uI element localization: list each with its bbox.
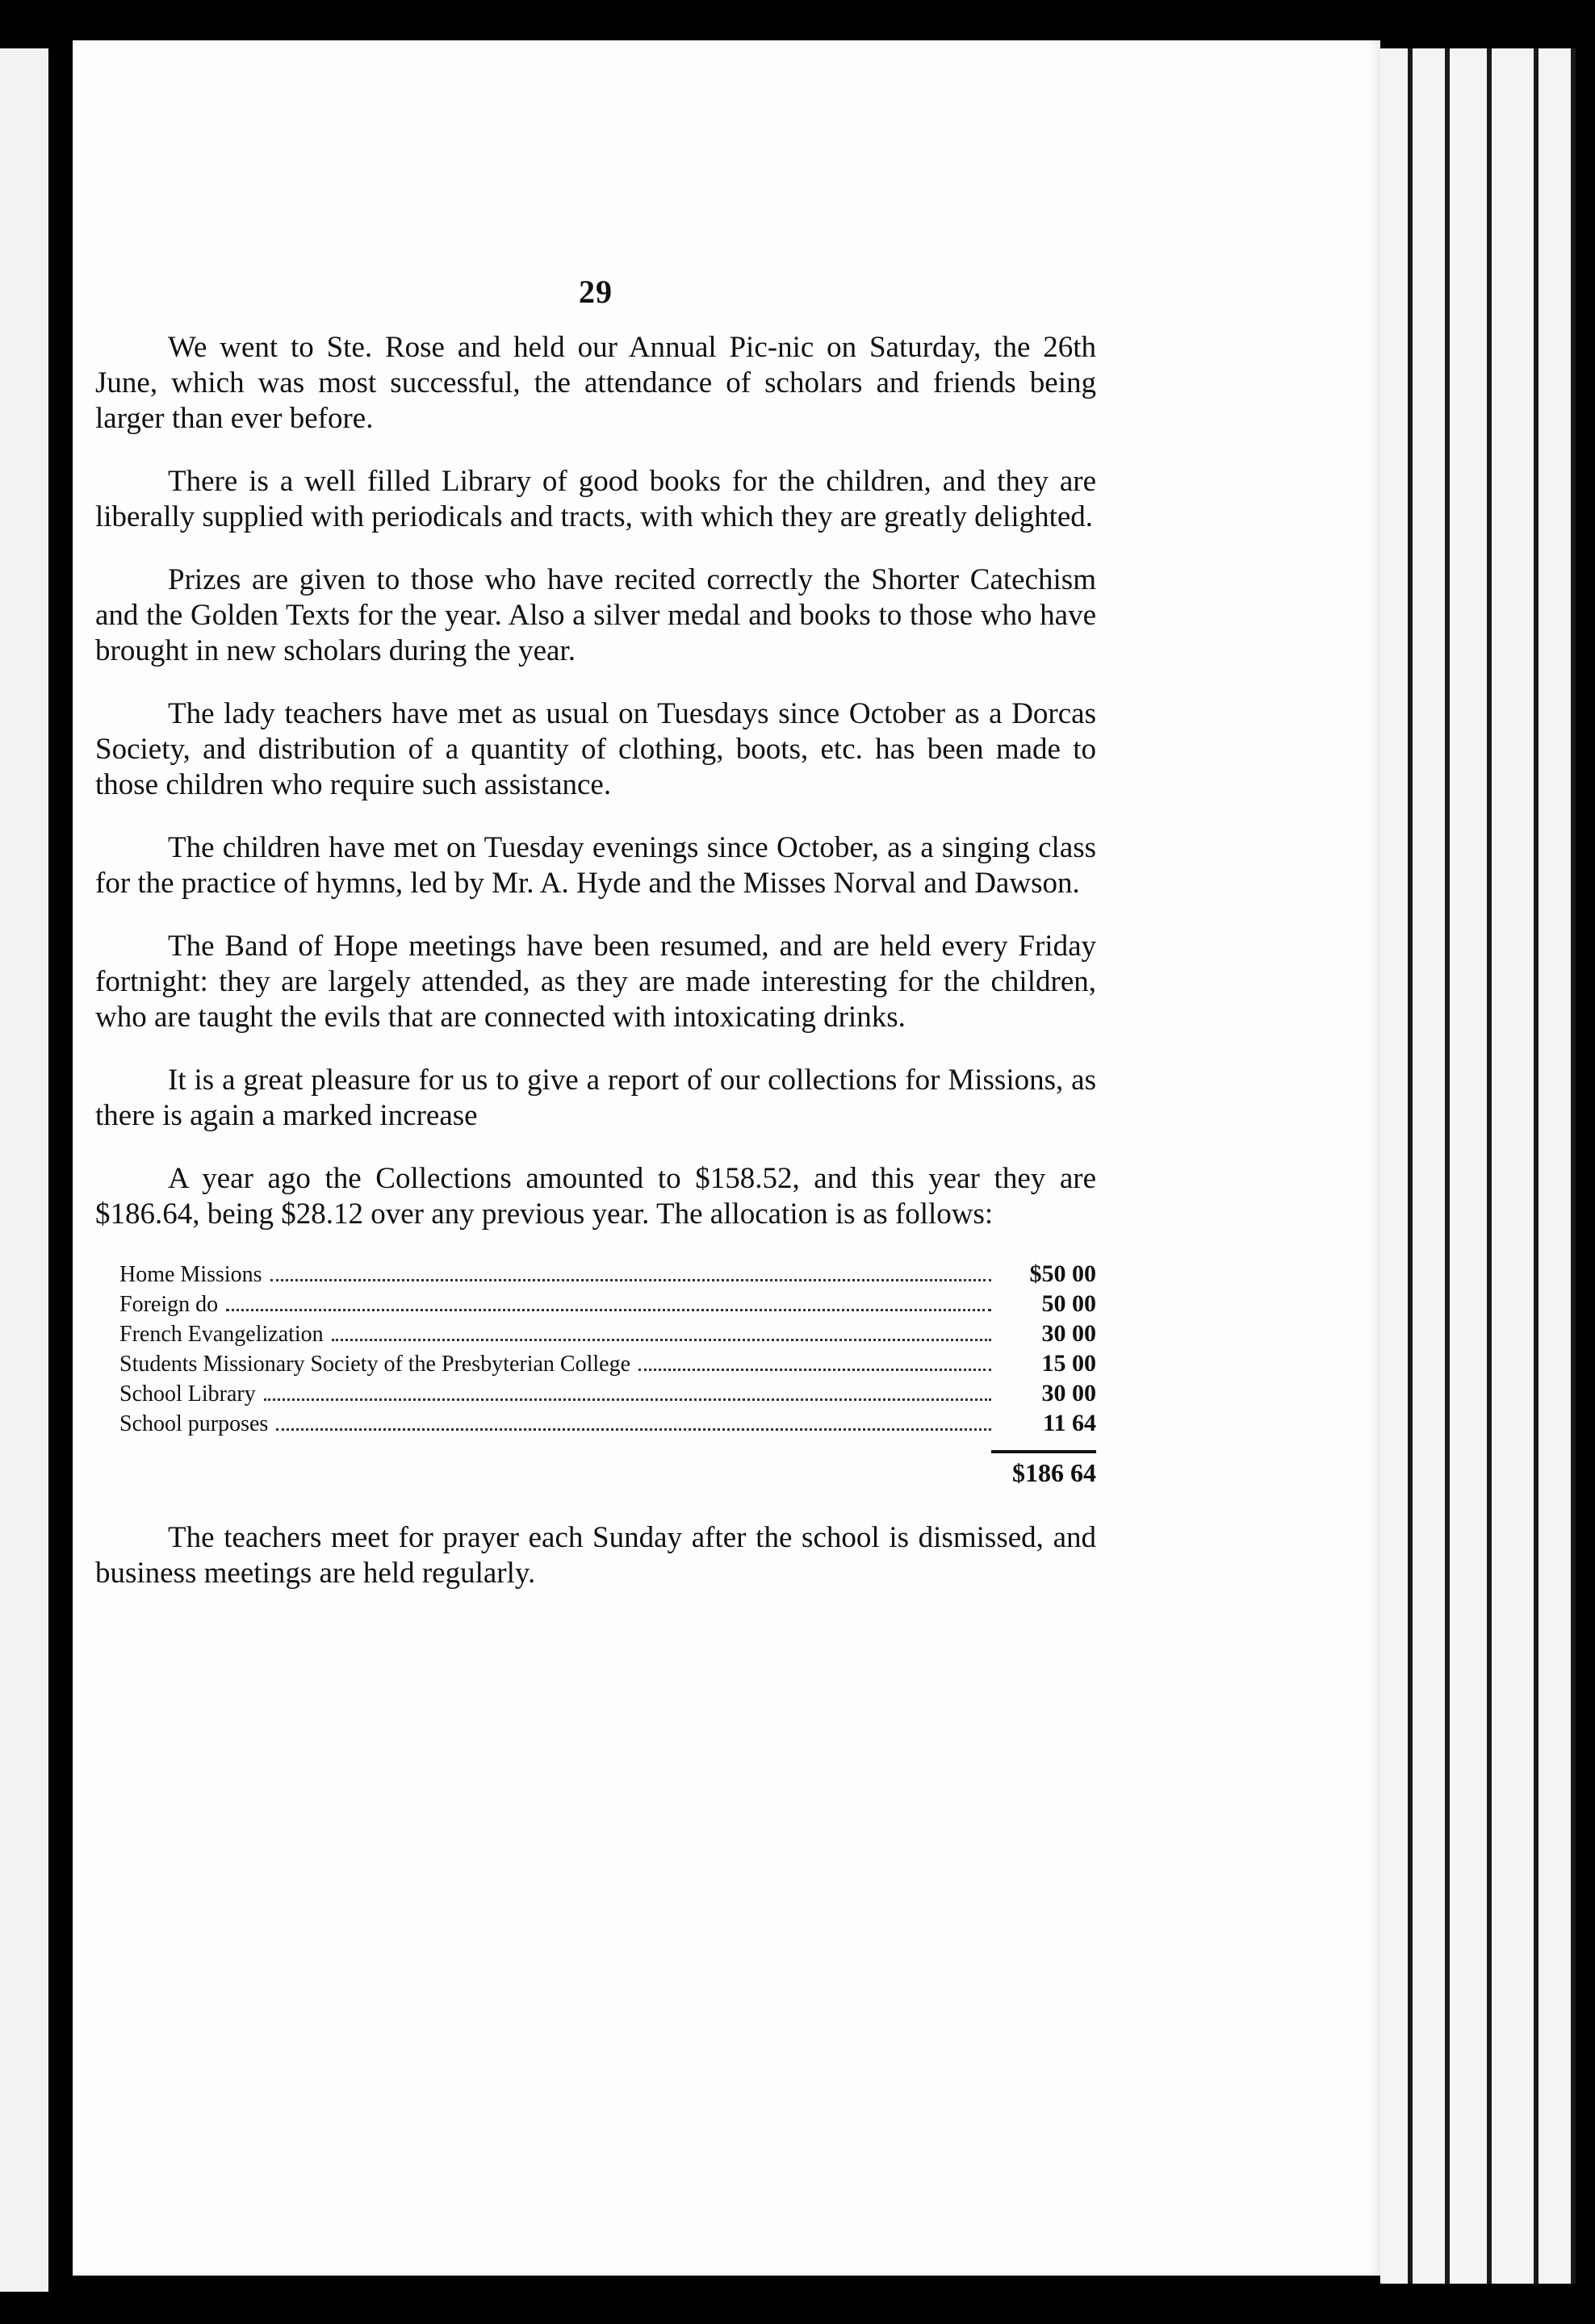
page-edge-strip: [1413, 48, 1450, 2284]
allocation-label: Home Missions: [119, 1262, 262, 1287]
page-edge-strip: [1380, 48, 1413, 2284]
paragraph-prizes: Prizes are given to those who have recited correctly the Shorter Catechism and the Golden Texts for the year. Also a silver medal and books to those who have brought in new scholars during the year.: [95, 563, 1096, 667]
allocation-amount: 50 00: [1041, 1290, 1096, 1317]
allocation-row: [119, 1260, 1096, 1289]
leader-dots: [264, 1398, 991, 1401]
page-edges: [1380, 48, 1582, 2284]
leader-dots: [270, 1279, 991, 1281]
paragraph-teachers-meetings: The teachers meet for prayer each Sunday after the school is dismissed, and business meetings are held regularly.: [95, 1521, 1096, 1590]
leader-dots: [226, 1309, 991, 1311]
page-number: 29: [579, 274, 613, 310]
allocation-label: Foreign do: [119, 1292, 219, 1317]
paragraph-missions-report: It is a great pleasure for us to give a report of our collections for Missions, as there is again a marked increase: [95, 1064, 1096, 1132]
allocation-amount: 15 00: [1041, 1350, 1096, 1377]
leader-dots: [332, 1339, 991, 1341]
allocation-amount: $50 00: [1029, 1260, 1096, 1287]
paragraph-band-of-hope: The Band of Hope meetings have been resumed, and are held every Friday fortnight: they are largely attended, as they are made interesting for the children, who are taught the evils that are connected with intoxicating drinks.: [95, 930, 1096, 1034]
allocation-row: [119, 1289, 1096, 1319]
page-content: [95, 234, 1096, 1619]
paragraph-dorcas-society: The lady teachers have met as usual on Tuesdays since October as a Dorcas Society, and distribution of a quantity of clothing, boots, etc. has been made to those children who require such assistance.: [95, 697, 1096, 801]
paragraph-library: There is a well filled Library of good books for the children, and they are liberally supplied with periodicals and tracts, with which they are greatly delighted.: [95, 465, 1096, 533]
page-edge-strip: [1492, 48, 1538, 2284]
paragraph-picnic: We went to Ste. Rose and held our Annual Pic-nic on Saturday, the 26th June, which was most successful, the attendance of scholars and friends being larger than ever before.: [95, 331, 1096, 435]
allocation-row: [119, 1379, 1096, 1409]
allocation-label: School purposes: [119, 1411, 269, 1436]
allocation-amount: 30 00: [1041, 1380, 1096, 1407]
paragraph-singing-class: The children have met on Tuesday evenings since October, as a singing class for the practice of hymns, led by Mr. A. Hyde and the Misses Norval and Dawson.: [95, 831, 1096, 900]
allocation-label: French Evangelization: [119, 1322, 324, 1347]
allocation-row: [119, 1349, 1096, 1379]
left-page-edge: [0, 48, 48, 2292]
allocation-row: [119, 1409, 1096, 1439]
page-edge-strip: [1450, 48, 1492, 2284]
allocation-amount: 30 00: [1041, 1320, 1096, 1347]
paragraph-collections: A year ago the Collections amounted to $158.52, and this year they are $186.64, being $28.12 over any previous year. The allocation is as follows:: [95, 1162, 1096, 1231]
allocation-label: Students Missionary Society of the Presbyterian College: [119, 1352, 631, 1377]
allocation-row: [119, 1319, 1096, 1349]
allocation-amount: 11 64: [1043, 1410, 1096, 1436]
leader-dots: [638, 1369, 991, 1371]
allocation-total: $186 64: [1012, 1458, 1096, 1487]
allocation-label: School Library: [119, 1381, 256, 1407]
total-rule: [991, 1450, 1096, 1453]
leader-dots: [276, 1428, 991, 1431]
page-edge-strip: [1538, 48, 1576, 2284]
allocation-table: [95, 1260, 1096, 1488]
